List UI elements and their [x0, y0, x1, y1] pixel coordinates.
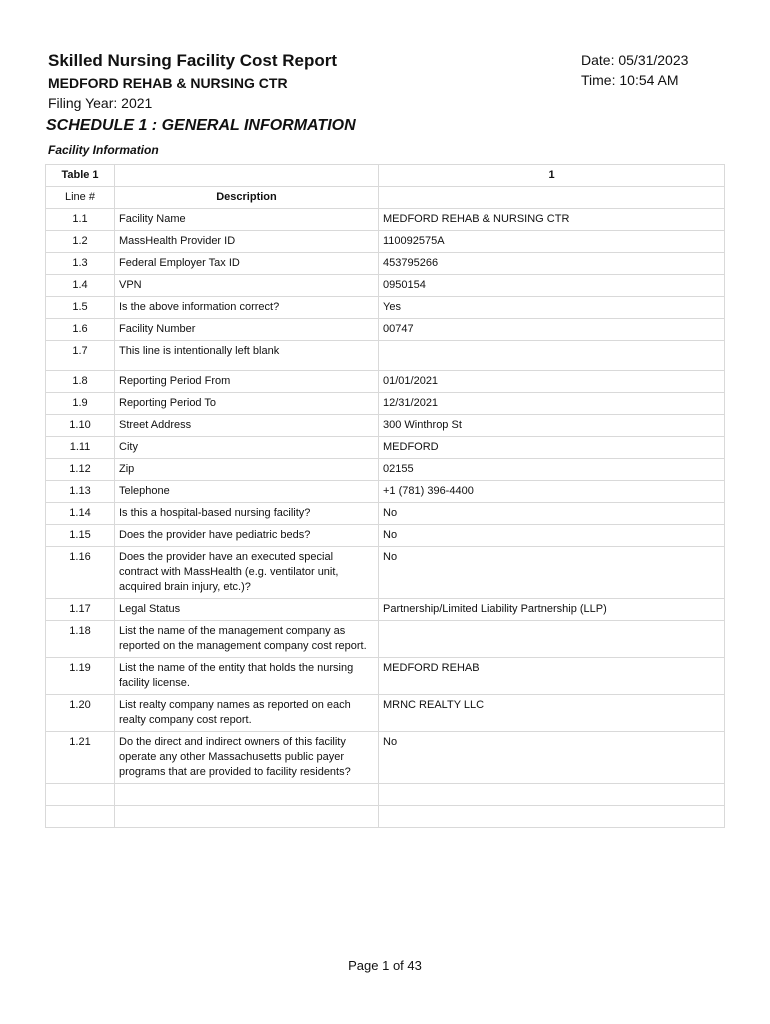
- line-number: 1.18: [46, 621, 115, 658]
- facility-info-table: [45, 164, 725, 828]
- empty-cell: [115, 806, 379, 828]
- report-title: Skilled Nursing Facility Cost Report: [48, 51, 338, 70]
- line-description: MassHealth Provider ID: [115, 231, 379, 253]
- table-row: [46, 437, 725, 459]
- line-description: Does the provider have an executed special contract with MassHealth (e.g. ventilator unit, acquired brain injury, etc.)?: [115, 547, 379, 599]
- line-number: 1.20: [46, 695, 115, 732]
- empty-cell: [115, 784, 379, 806]
- filing-year: Filing Year: 2021: [48, 95, 153, 111]
- line-description: List realty company names as reported on each realty company cost report.: [115, 695, 379, 732]
- line-description: Is the above information correct?: [115, 297, 379, 319]
- table-header-row: [46, 165, 725, 187]
- line-number: 1.16: [46, 547, 115, 599]
- line-number: 1.19: [46, 658, 115, 695]
- line-number: 1.14: [46, 503, 115, 525]
- line-number: 1.21: [46, 732, 115, 784]
- line-description: VPN: [115, 275, 379, 297]
- line-number: 1.4: [46, 275, 115, 297]
- line-description: Facility Name: [115, 209, 379, 231]
- table-row: [46, 415, 725, 437]
- section-title: Facility Information: [48, 143, 159, 157]
- table-row: [46, 525, 725, 547]
- line-value: MEDFORD REHAB: [379, 658, 725, 695]
- page-number: Page 1 of 43: [348, 958, 422, 973]
- line-number: 1.12: [46, 459, 115, 481]
- line-number: 1.10: [46, 415, 115, 437]
- line-description: Telephone: [115, 481, 379, 503]
- table-row: [46, 319, 725, 341]
- line-value: Yes: [379, 297, 725, 319]
- report-date: Date: 05/31/2023: [581, 52, 689, 68]
- table-row: [46, 253, 725, 275]
- table-row: [46, 621, 725, 658]
- table-row: [46, 503, 725, 525]
- table-row: [46, 547, 725, 599]
- table-row: [46, 231, 725, 253]
- description-header: Description: [115, 187, 379, 209]
- line-description: City: [115, 437, 379, 459]
- line-number: 1.2: [46, 231, 115, 253]
- line-number: 1.6: [46, 319, 115, 341]
- line-number: 1.5: [46, 297, 115, 319]
- table-row: [46, 599, 725, 621]
- line-value: 01/01/2021: [379, 371, 725, 393]
- table-row: [46, 341, 725, 371]
- table-row: [46, 695, 725, 732]
- table-name: Table 1: [46, 165, 115, 187]
- line-description: List the name of the management company as reported on the management company cost report.: [115, 621, 379, 658]
- line-value: Partnership/Limited Liability Partnership (LLP): [379, 599, 725, 621]
- line-description: List the name of the entity that holds the nursing facility license.: [115, 658, 379, 695]
- empty-cell: [46, 806, 115, 828]
- line-value: 00747: [379, 319, 725, 341]
- line-value: No: [379, 547, 725, 599]
- report-time: Time: 10:54 AM: [581, 72, 679, 88]
- line-value: 453795266: [379, 253, 725, 275]
- line-number: 1.17: [46, 599, 115, 621]
- table-row: [46, 658, 725, 695]
- line-description: Zip: [115, 459, 379, 481]
- facility-name-heading: MEDFORD REHAB & NURSING CTR: [48, 75, 288, 91]
- table-header-blank: [115, 165, 379, 187]
- line-value: MEDFORD: [379, 437, 725, 459]
- line-value: MEDFORD REHAB & NURSING CTR: [379, 209, 725, 231]
- line-description: Federal Employer Tax ID: [115, 253, 379, 275]
- line-description: Legal Status: [115, 599, 379, 621]
- line-value: No: [379, 732, 725, 784]
- line-number: 1.7: [46, 341, 115, 371]
- line-description: Do the direct and indirect owners of this facility operate any other Massachusetts public payer programs that are provided to facility residents?: [115, 732, 379, 784]
- table-row: [46, 275, 725, 297]
- line-value: 300 Winthrop St: [379, 415, 725, 437]
- table-row: [46, 297, 725, 319]
- table-row: [46, 481, 725, 503]
- line-value: [379, 341, 725, 371]
- value-header-blank: [379, 187, 725, 209]
- line-value: 02155: [379, 459, 725, 481]
- empty-cell: [379, 784, 725, 806]
- line-value: MRNC REALTY LLC: [379, 695, 725, 732]
- line-description: Reporting Period To: [115, 393, 379, 415]
- line-value: No: [379, 525, 725, 547]
- line-number: 1.9: [46, 393, 115, 415]
- line-description: Does the provider have pediatric beds?: [115, 525, 379, 547]
- line-number: 1.13: [46, 481, 115, 503]
- line-value: 12/31/2021: [379, 393, 725, 415]
- line-description: Reporting Period From: [115, 371, 379, 393]
- line-value: +1 (781) 396-4400: [379, 481, 725, 503]
- table-row: [46, 393, 725, 415]
- table-row: [46, 459, 725, 481]
- line-value: 0950154: [379, 275, 725, 297]
- line-number: 1.1: [46, 209, 115, 231]
- report-timestamp: [581, 50, 688, 90]
- table-row: [46, 209, 725, 231]
- table-row: [46, 371, 725, 393]
- empty-row: [46, 784, 725, 806]
- empty-cell: [379, 806, 725, 828]
- line-description: This line is intentionally left blank: [115, 341, 379, 371]
- line-value: 110092575A: [379, 231, 725, 253]
- line-number: 1.15: [46, 525, 115, 547]
- line-description: Facility Number: [115, 319, 379, 341]
- schedule-title: SCHEDULE 1 : GENERAL INFORMATION: [46, 117, 356, 134]
- line-number: 1.8: [46, 371, 115, 393]
- line-number: 1.11: [46, 437, 115, 459]
- line-number: 1.3: [46, 253, 115, 275]
- empty-cell: [46, 784, 115, 806]
- line-value: [379, 621, 725, 658]
- line-description: Street Address: [115, 415, 379, 437]
- report-header: [48, 50, 337, 113]
- table-subheader-row: [46, 187, 725, 209]
- line-description: Is this a hospital-based nursing facility?: [115, 503, 379, 525]
- line-value: No: [379, 503, 725, 525]
- column-number: 1: [379, 165, 725, 187]
- table-row: [46, 732, 725, 784]
- line-number-header: Line #: [46, 187, 115, 209]
- empty-row: [46, 806, 725, 828]
